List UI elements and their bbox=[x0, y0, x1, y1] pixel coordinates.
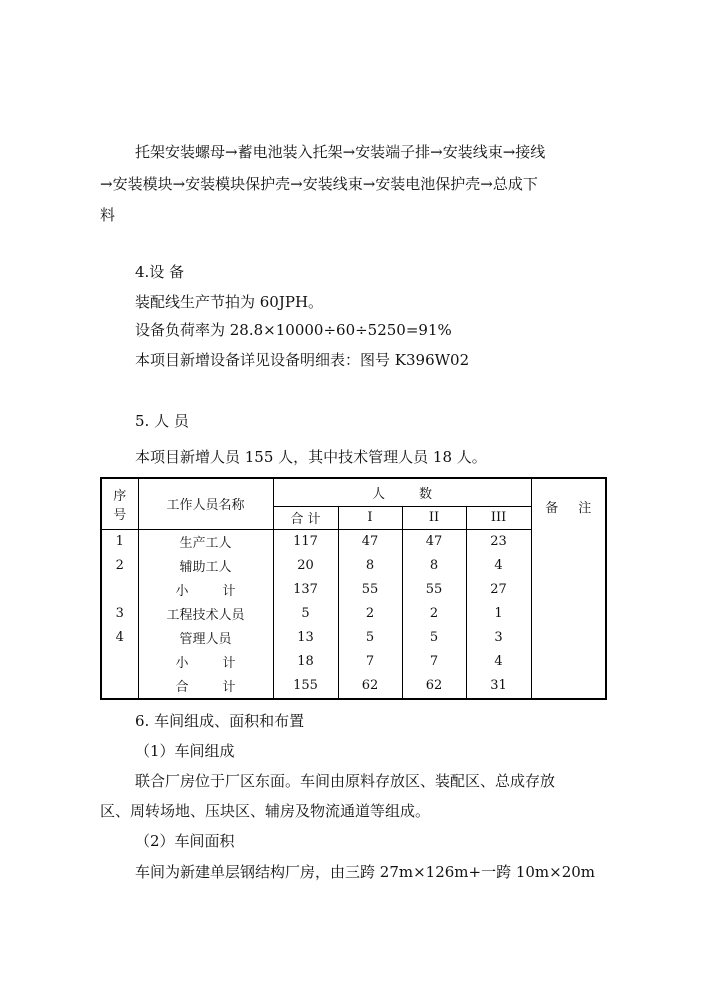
process-flow-line-1: 托架安装螺母→蓄电池装入托架→安装端子排→安装线束→接线 bbox=[135, 143, 546, 161]
workshop-sub-1: （1）车间组成 bbox=[135, 742, 235, 760]
workshop-text-1b: 区、周转场地、压块区、辅房及物流通道等组成。 bbox=[100, 802, 431, 820]
header-remark: 备 注 bbox=[531, 478, 606, 699]
personnel-intro: 本项目新增人员 155 人，其中技术管理人员 18 人。 bbox=[135, 448, 487, 466]
header-shift-1: I bbox=[338, 506, 402, 529]
table-row-total: 合 计 155 62 62 31 bbox=[101, 674, 606, 699]
header-count: 人 数 bbox=[273, 478, 531, 506]
equipment-line-2: 设备负荷率为 28.8×10000÷60÷5250=91% bbox=[135, 321, 452, 339]
process-flow-line-3: 料 bbox=[100, 206, 116, 224]
equipment-line-1: 装配线生产节拍为 60JPH。 bbox=[135, 293, 324, 311]
header-name: 工作人员名称 bbox=[138, 478, 273, 529]
table-row: 3 工程技术人员 5 2 2 1 bbox=[101, 602, 606, 626]
workshop-sub-2: （2）车间面积 bbox=[135, 832, 235, 850]
header-seq: 序 号 bbox=[101, 478, 138, 529]
personnel-heading: 5. 人 员 bbox=[135, 412, 189, 430]
workshop-text-1a: 联合厂房位于厂区东面。车间由原料存放区、装配区、总成存放 bbox=[135, 772, 556, 790]
header-total: 合 计 bbox=[273, 506, 338, 529]
header-shift-2: II bbox=[402, 506, 466, 529]
table-row-subtotal: 小 计 137 55 55 27 bbox=[101, 578, 606, 602]
workshop-text-2: 车间为新建单层钢结构厂房，由三跨 27m×126m+一跨 10m×20m bbox=[135, 863, 596, 881]
personnel-table bbox=[100, 477, 607, 700]
table-row: 1 生产工人 117 47 47 23 bbox=[101, 529, 606, 554]
equipment-line-3: 本项目新增设备详见设备明细表：图号 K396W02 bbox=[135, 351, 470, 369]
table-row: 4 管理人员 13 5 5 3 bbox=[101, 626, 606, 650]
equipment-heading: 4.设 备 bbox=[135, 263, 185, 281]
workshop-heading: 6. 车间组成、面积和布置 bbox=[135, 712, 305, 730]
process-flow-line-2: →安装模块→安装模块保护壳→安装线束→安装电池保护壳→总成下 bbox=[100, 175, 538, 193]
table-row-subtotal: 小 计 18 7 7 4 bbox=[101, 650, 606, 674]
header-shift-3: III bbox=[466, 506, 531, 529]
table-row: 2 辅助工人 20 8 8 4 bbox=[101, 554, 606, 578]
